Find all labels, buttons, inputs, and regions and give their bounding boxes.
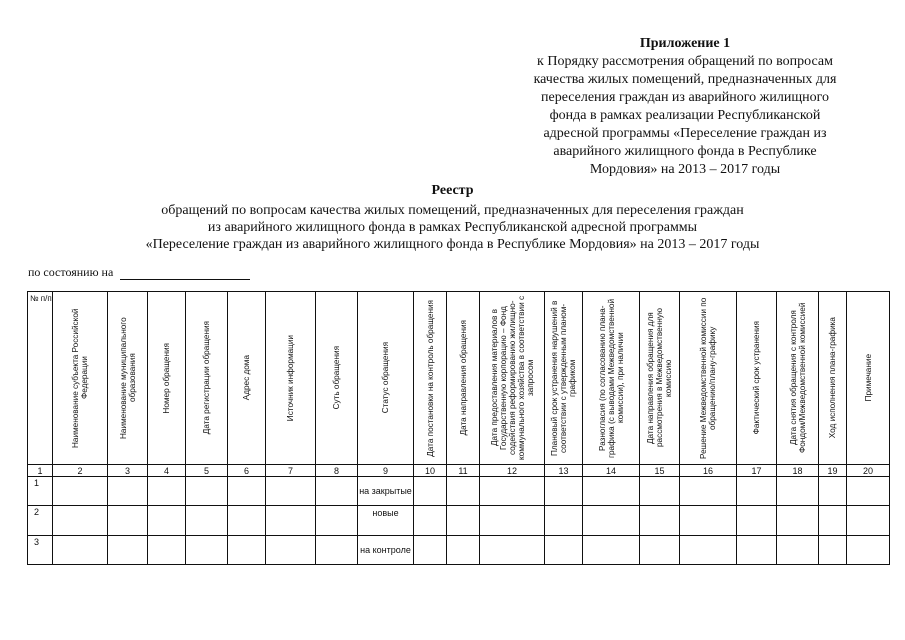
- table-cell: [186, 536, 228, 565]
- table-cell: [316, 506, 358, 536]
- header-cell: [228, 292, 266, 465]
- table-cell: [228, 477, 266, 506]
- header-num-label: № п/п: [30, 294, 52, 303]
- status-cell: на контроле: [358, 536, 414, 565]
- registry-title: Реестр: [431, 183, 474, 198]
- header-cell: [447, 292, 480, 465]
- registry-table: [27, 291, 890, 565]
- header-label: Дата предоставления материалов в Государственную корпорацию – Фонд содействия реформированию жилищно-коммунального хозяйства в соответствии с запросом: [489, 295, 535, 461]
- column-number: 2: [53, 465, 108, 477]
- header-label: Наименование муниципального образования: [118, 317, 137, 439]
- table-cell: [186, 477, 228, 506]
- table-header-row: [28, 292, 890, 465]
- table-cell: [680, 536, 737, 565]
- table-cell: [266, 536, 316, 565]
- table-cell: [545, 536, 583, 565]
- as-of-label: по состоянию на: [28, 265, 114, 279]
- column-number: 20: [847, 465, 890, 477]
- column-number: 12: [480, 465, 545, 477]
- header-label: Примечание: [863, 354, 873, 402]
- header-cell: [266, 292, 316, 465]
- as-of-date-line: [28, 265, 250, 280]
- table-row: [28, 506, 890, 536]
- table-cell: [737, 477, 777, 506]
- column-number: 14: [583, 465, 640, 477]
- table-cell: [583, 477, 640, 506]
- column-number-row: [28, 465, 890, 477]
- header-cell: [847, 292, 890, 465]
- table-row: [28, 477, 890, 506]
- header-label: Дата регистрации обращения: [202, 321, 211, 435]
- table-cell: [53, 506, 108, 536]
- appendix-line: фонда в рамках реализации Республиканской: [549, 108, 821, 123]
- appendix-line: Мордовия» на 2013 – 2017 годы: [589, 162, 781, 177]
- header-label: Решение Межведомственной комиссии по обращению/плану-графику: [699, 297, 717, 459]
- table-cell: [847, 477, 890, 506]
- table-cell: [53, 477, 108, 506]
- appendix-line: адресной программы «Переселение граждан из: [543, 126, 827, 141]
- table-cell: [266, 506, 316, 536]
- table-cell: [108, 477, 148, 506]
- header-cell: [777, 292, 819, 465]
- table-cell: [228, 536, 266, 565]
- header-cell: [819, 292, 847, 465]
- appendix-title: Приложение 1: [639, 36, 731, 51]
- header-cell: [480, 292, 545, 465]
- table-cell: [414, 506, 447, 536]
- table-cell: [640, 536, 680, 565]
- table-cell: [108, 536, 148, 565]
- header-label: Дата направления обращения для рассмотрения в Межведомственную комиссию: [646, 308, 673, 448]
- header-label: Наименование субъекта Российской Федерации: [71, 308, 89, 448]
- table-cell: [108, 506, 148, 536]
- table-cell: [847, 506, 890, 536]
- table-row: [28, 536, 890, 565]
- table-cell: [447, 477, 480, 506]
- table-cell: [148, 477, 186, 506]
- table-cell: [545, 477, 583, 506]
- table-cell: [545, 506, 583, 536]
- header-cell: [545, 292, 583, 465]
- appendix-line: переселения граждан из аварийного жилищного: [540, 90, 829, 105]
- registry-subtitle-line: «Переселение граждан из аварийного жилищного фонда в Республике Мордовия» на 2013 – 2017 годы: [145, 237, 760, 252]
- as-of-date-blank: [120, 267, 250, 280]
- table-cell: [819, 506, 847, 536]
- column-number: 1: [28, 465, 53, 477]
- table-cell: [480, 536, 545, 565]
- appendix-line: качества жилых помещений, предназначенных для: [533, 72, 837, 87]
- column-number: 6: [228, 465, 266, 477]
- header-cell-num: [28, 292, 53, 465]
- header-label: Статус обращения: [381, 342, 390, 414]
- table-cell: [583, 506, 640, 536]
- table-cell: [737, 506, 777, 536]
- column-number: 17: [737, 465, 777, 477]
- header-cell: [680, 292, 737, 465]
- header-cell: [414, 292, 447, 465]
- header-label: Дата снятия обращения с контроля Фондом/Межведомственной комиссией: [788, 302, 807, 454]
- header-label: Номер обращения: [162, 342, 171, 414]
- table-cell: [583, 536, 640, 565]
- header-label: Дата направления обращения: [458, 320, 468, 436]
- column-number: 8: [316, 465, 358, 477]
- column-number: 16: [680, 465, 737, 477]
- column-number: 15: [640, 465, 680, 477]
- header-label: Фактический срок устранения: [752, 321, 761, 435]
- appendix-block: [505, 35, 865, 179]
- header-cell: [53, 292, 108, 465]
- column-number: 9: [358, 465, 414, 477]
- header-cell: [737, 292, 777, 465]
- table-cell: [640, 506, 680, 536]
- table-cell: [447, 506, 480, 536]
- table-cell: [640, 477, 680, 506]
- appendix-line: аварийного жилищного фонда в Республике: [553, 144, 817, 159]
- table-cell: [447, 536, 480, 565]
- table-cell: [680, 506, 737, 536]
- registry-subtitle: [80, 202, 825, 253]
- registry-subtitle-line: из аварийного жилищного фонда в рамках Республиканской адресной программы: [207, 220, 698, 235]
- column-number: 11: [447, 465, 480, 477]
- column-number: 5: [186, 465, 228, 477]
- header-cell: [358, 292, 414, 465]
- table-cell: [53, 536, 108, 565]
- table-cell: [148, 506, 186, 536]
- header-label: Адрес дома: [242, 355, 251, 401]
- table-cell: [777, 477, 819, 506]
- header-label: Плановый срок устранения нарушений в соответствии с утвержденным планом-графиком: [550, 300, 577, 456]
- table-cell: [316, 536, 358, 565]
- table-cell: [266, 477, 316, 506]
- table-cell: [414, 477, 447, 506]
- table-cell: [680, 477, 737, 506]
- column-number: 13: [545, 465, 583, 477]
- row-number: 2: [28, 506, 53, 536]
- table-cell: [186, 506, 228, 536]
- header-cell: [186, 292, 228, 465]
- table-cell: [777, 506, 819, 536]
- table-cell: [737, 536, 777, 565]
- column-number: 18: [777, 465, 819, 477]
- table-cell: [148, 536, 186, 565]
- header-cell: [316, 292, 358, 465]
- appendix-line: к Порядку рассмотрения обращений по вопросам: [537, 54, 833, 69]
- header-label: Ход исполнения плана-графика: [828, 317, 837, 439]
- status-cell: на закрытые: [358, 477, 414, 506]
- table-cell: [819, 477, 847, 506]
- column-number: 10: [414, 465, 447, 477]
- table-cell: [847, 536, 890, 565]
- header-cell: [583, 292, 640, 465]
- header-label: Дата постановки на контроль обращения: [425, 299, 435, 457]
- row-number: 1: [28, 477, 53, 506]
- column-number: 19: [819, 465, 847, 477]
- table-cell: [316, 477, 358, 506]
- table-cell: [777, 536, 819, 565]
- header-label: Суть обращения: [332, 346, 341, 410]
- header-cell: [148, 292, 186, 465]
- header-cell: [108, 292, 148, 465]
- table-cell: [480, 506, 545, 536]
- table-cell: [414, 536, 447, 565]
- column-number: 7: [266, 465, 316, 477]
- column-number: 4: [148, 465, 186, 477]
- registry-subtitle-line: обращений по вопросам качества жилых помещений, предназначенных для переселения граждан: [161, 203, 744, 218]
- header-label: Источник информации: [286, 334, 295, 422]
- table-cell: [228, 506, 266, 536]
- column-number: 3: [108, 465, 148, 477]
- status-cell: новые: [358, 506, 414, 536]
- header-cell: [640, 292, 680, 465]
- table-cell: [819, 536, 847, 565]
- header-label: Разногласия (по согласованию плана-графика (с выводами Межведомственной комиссии), при наличии: [597, 298, 625, 458]
- row-number: 3: [28, 536, 53, 565]
- table-cell: [480, 477, 545, 506]
